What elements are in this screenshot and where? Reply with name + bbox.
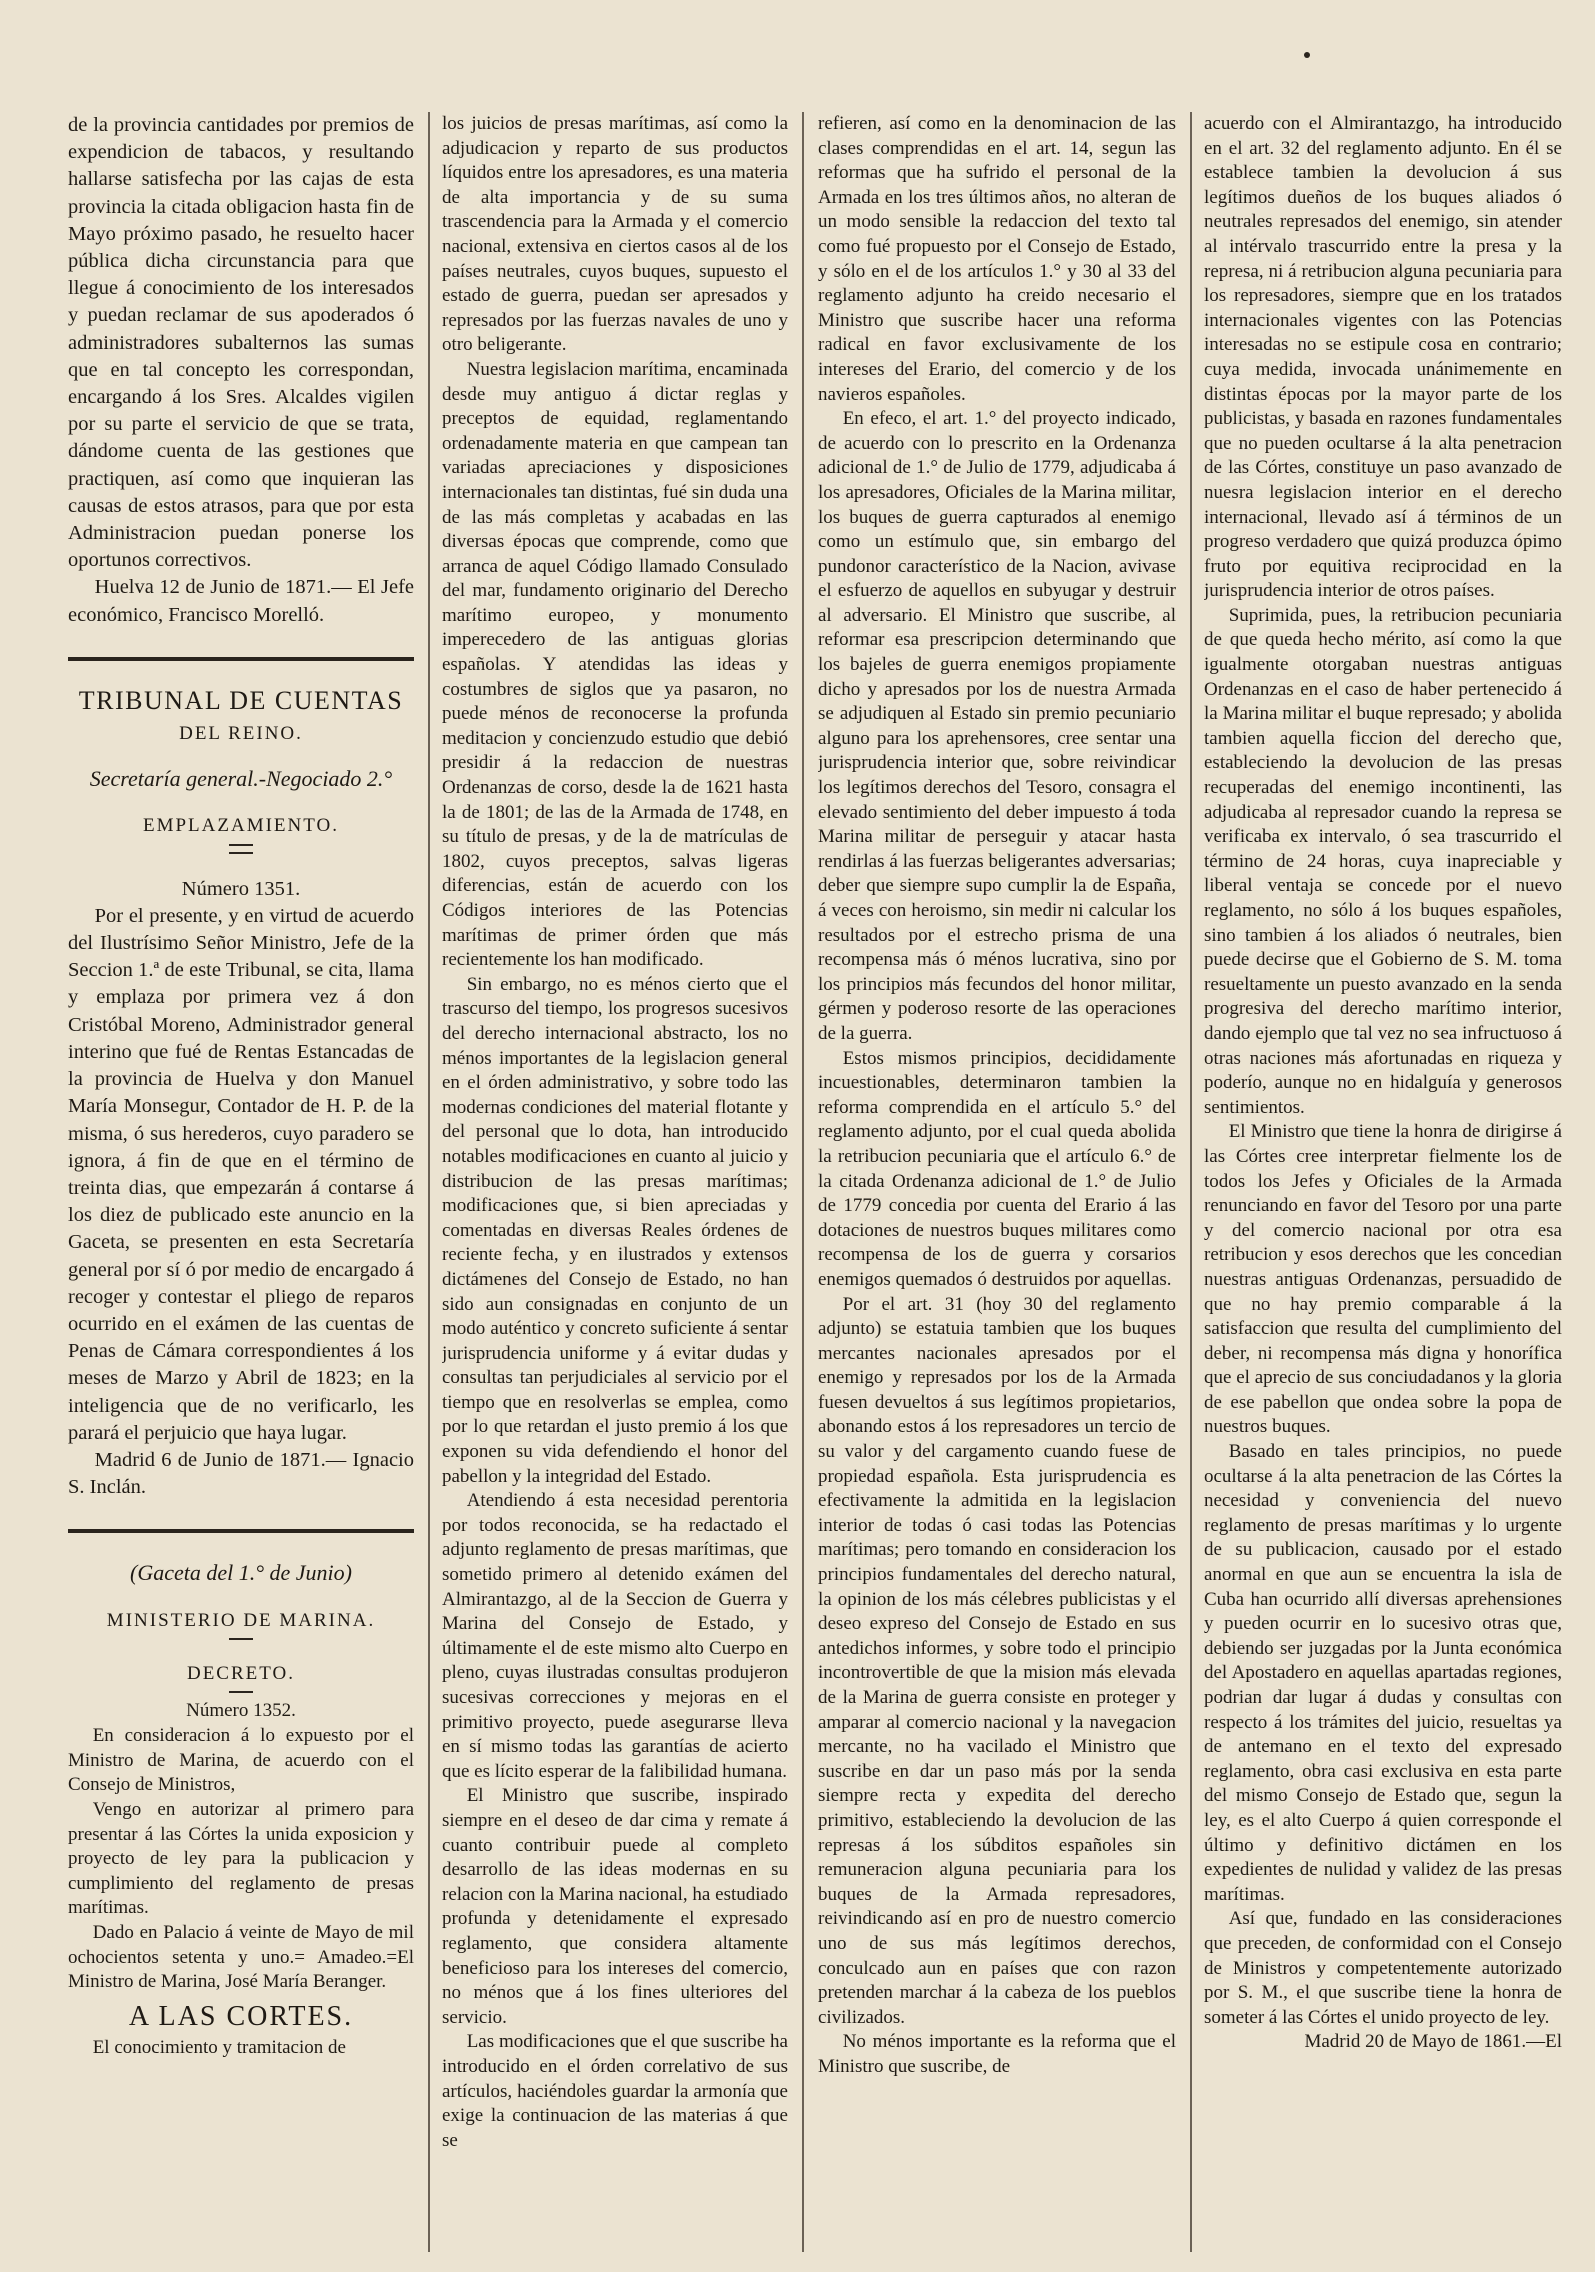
- paragraph: Atendiendo á esta necesidad perentoria por todos reconocida, se ha redactado el adjunto reglamento de presas marítimas, que sometido primero al detenido exámen del Almirantazgo, al de la Seccion de Guerra y Marina del Consejo de Estado, y últimamente el de este mismo alto Cuerpo en pleno, cuyas ilustradas consultas produjeron sucesivas correcciones y mejoras en el primitivo proyecto, puede asegurarse lleva en sí mismo todas las garantías de acierto que es lícito esperar de la falibilidad humana.: [442, 1490, 788, 1782]
- paragraph: El Ministro que tiene la honra de dirigirse á las Córtes cree interpretar fielmente los de todos los Jefes y Oficiales de la Armada renunciando en favor del Tesoro por una parte y del comercio nacional por otra esa retribucion y esos derechos que les concedian nuestras antiguas Ordenanzas, persuadido de que no hay premio comparable á la satisfaccion que resulta del cumplimiento del deber, ni recompensa más digna y honorífica que el aprecio de sus conciudadanos y la gloria de ese pabellon que ondea sobre la popa de nuestros buques.: [1204, 1121, 1562, 1438]
- column-2: [442, 112, 788, 2262]
- section-rule: [68, 657, 414, 661]
- ink-dot: [1304, 52, 1310, 58]
- paragraph: En consideracion á lo expuesto por el Ministro de Marina, de acuerdo con el Consejo de Ministros,: [68, 1725, 414, 1796]
- paragraph: acuerdo con el Almirantazgo, ha introducido en el art. 32 del reglamento adjunto. En él se establece tambien la devolucion á sus legítimos dueños de los buques aliados ó neutrales represados del enemigo, sin atender al intérvalo trascurrido entre la presa y la represa, ni á retribucion alguna pecuniaria para los represadores, siempre que en los tratados internacionales vigentes con las Potencias interesadas no se estipule cosa en contrario; cuya medida, invocada unánimemente en distintas épocas por la mayor parte de los publicistas, y basada en razones fundamentales que no pueden ocultarse á la alta penetracion de las Córtes, constituye un paso avanzado de nuesra legislacion interior en el derecho internacional, llevado así á términos de un progreso verdadero que quizá produzca ópimo fruto por equitiva reciprocidad en la jurisprudencia interior de otros países.: [1204, 113, 1562, 602]
- paragraph: El conocimiento y tramitacion de: [92, 2036, 346, 2058]
- paragraph: los juicios de presas marítimas, así como la adjudicacion y reparto de sus productos líquidos entre los apresadores, es una materia de alta importancia y de su suma trascendencia para la Armada y el comercio nacional, extensiva en ciertos casos al de los países neutrales, cuyos buques, supuesto el estado de guerra, puedan ser apresados y represados por las fuerzas navales de uno y otro beligerante.: [442, 113, 788, 356]
- column-3: [818, 112, 1176, 2262]
- emplazamiento-heading: EMPLAZAMIENTO.: [142, 815, 339, 837]
- paragraph: de la provincia cantidades por premios de expendicion de tabacos, y resultando hallarse satisfecha por las cajas de esta provincia la citada obligacion hasta fin de Mayo próximo pasado, he resuelto hacer pública dicha circunstancia para que llegue á conocimiento de los interesados y puedan reclamar de sus apoderados ó administradores subalternos las sumas que en tal concepto les correspondan, encargando á los Sres. Alcaldes vigilen por su parte el servicio de que se trata, dándome cuenta de las gestiones que practiquen, así como que inquieran las causas de estos atrasos, para que por esta Administracion puedan ponerse los oportunos correctivos.: [68, 114, 414, 572]
- paragraph: Vengo en autorizar al primero para presentar á las Córtes la unida exposicion y proyecto de ley para la publicacion y cumplimiento del reglamento de presas marítimas.: [68, 1798, 414, 1919]
- signature: Huelva 12 de Junio de 1871.— El Jefe económico, Francisco Morelló.: [68, 576, 414, 626]
- paragraph: Por el presente, y en virtud de acuerdo del Ilustrísimo Señor Ministro, Jefe de la Seccion 1.ª de este Tribunal, se cita, llama y emplaza por primera vez á don Cristóbal Moreno, Administrador general interino que fué de Rentas Estancadas de la provincia de Huelva y don Manuel María Monsegur, Contador de H. P. de la misma, ó sus herederos, cuyo paradero se ignora, á fin de que en el término de treinta dias, que empezarán á contarse á los diez de publicado este anuncio en la Gaceta, se presenten en esta Secretaría general por sí ó por medio de encargado á recoger y contestar el pliego de reparos ocurrido en el exámen de las cuentas de Penas de Cámara correspondientes á los meses de Marzo y Abril de 1823; en la inteligencia que de no verificarlo, les parará el perjuicio que haya lugar.: [68, 904, 414, 1444]
- divider: [229, 844, 253, 854]
- column-rule: [428, 112, 430, 2252]
- section-subheading: DEL REINO.: [179, 723, 303, 745]
- paragraph: Por el art. 31 (hoy 30 del reglamento adjunto) se estatuia tambien que los buques mercantes nacionales apresados por el enemigo y represados por los de la Armada fuesen devueltos á sus legítimos propietarios, abonando estos á los represadores un tercio de su valor y del cargamento cuando fuese de propiedad española. Esta jurisprudencia es efectivamente la admitida en la legislacion interior de todas ó casi todas las Potencias marítimas; pero tomando en consideracion los principios fundamentales del derecho natural, la opinion de los más célebres publicistas y el deseo expreso del Consejo de Estado en sus antedichos informes, y sobre todo el principio incontrovertible de que la mision más elevada de la Marina de guerra consiste en proteger y amparar al comercio nacional y la navegacion mercante, no ha vacilado el Ministro que suscribe en dar un paso más por la senda siempre recta y expedita del derecho primitivo, estableciendo la devolucion de las represas á los súbditos españoles sin remuneracion alguna pecuniaria para los buques de la Armada represadores, reivindicando así en pro de nuestro comercio uno de sus más legítimos derechos, conculcado aun en países que con razon pretenden marchar á la cabeza de los pueblos civilizados.: [818, 1293, 1176, 2028]
- secretaria-heading: Secretaría general.-Negociado 2.°: [89, 766, 393, 792]
- column-rule: [1190, 112, 1192, 2252]
- number-label: Número 1352.: [186, 1699, 296, 1721]
- divider: [229, 1638, 253, 1640]
- column-1: [68, 112, 414, 2262]
- divider: [229, 1691, 253, 1693]
- ministerio-heading: MINISTERIO DE MARINA.: [106, 1609, 376, 1631]
- paragraph: Nuestra legislacion marítima, encaminada desde muy antiguo á dictar reglas y preceptos de equidad, reglamentando ordenadamente materia en que campean tan variadas apreciaciones y disposiciones internacionales tan distintas, fué sin duda una de las más completas y acabadas en las diversas épocas que comprende, como que arranca de aquel Código llamado Consulado del mar, fundamento originario del Derecho marítimo europeo, y monumento imperecedero de las antiguas glorias españolas. Y atendidas las ideas y costumbres de siglos que ya pasaron, no puede ménos de reconocerse la profunda meditacion y concienzudo estudio que debió presidir á la redaccion de nuestras Ordenanzas de corso, desde la de 1621 hasta la de 1801; de las de la Armada de 1748, en su título de presas, y de la de matrículas de 1802, cuyos preceptos, salvas ligeras diferencias, están de acuerdo con los Códigos interiores de las Potencias marítimas de primer órden que más recientemente los han modificado.: [442, 358, 788, 971]
- paragraph: Dado en Palacio á veinte de Mayo de mil ochocientos setenta y uno.= Amadeo.=El Ministro de Marina, José María Beranger.: [68, 1921, 414, 1993]
- signature: Madrid 20 de Mayo de 1861.—El: [1304, 2031, 1562, 2053]
- paragraph: En efeco, el art. 1.° del proyecto indicado, de acuerdo con lo prescrito en la Ordenanza adicional de 1.° de Julio de 1779, adjudicaba á los apresadores, Oficiales de la Marina militar, los buques de guerra capturados al enemigo como un estímulo que, sin embargo del pundonor característico de la Nacion, avivase el esfuerzo de aquellos en subyugar y destruir al adversario. El Ministro que suscribe, al reformar esa prescripcion determinando que los bajeles de guerra enemigos propiamente dicho y apresados por los de nuestra Armada se adjudiquen al Estado sin premio pecuniario alguno para los aprehensores, cree sentar una jurisprudencia interior que, sobre reivindicar los legítimos derechos del Tesoro, consagra el elevado sentimiento del deber impuesto á toda Marina militar de perseguir y atacar hasta rendirlas á las fuerzas beligerantes adversarias; deber que siempre supo cumplir la de España, á veces con heroismo, sin medir ni calcular los resultados por el estrecho prisma de una recompensa más ó ménos lucrativa, sino por los principios más fecundos del honor militar, gérmen y poderoso resorte de las operaciones de la guerra.: [818, 408, 1176, 1044]
- signature: Madrid 6 de Junio de 1871.— Ignacio S. Inclán.: [68, 1448, 414, 1499]
- paragraph: Basado en tales principios, no puede ocultarse á la alta penetracion de las Córtes la necesidad y conveniencia del nuevo reglamento de presas marítimas y lo urgente de su publicacion, causado por el estado anormal en que aun se encuentra la isla de Cuba han ocurrido allí diversas aprehensiones y pueden ocurrir en lo sucesivo otras que, debiendo ser juzgadas por la Junta económica del Apostadero en aquellas apartadas regiones, podrian dar lugar á dudas y consultas con respecto á los trámites del juicio, resueltas ya de antemano en el texto del expresado reglamento, obra casi exclusiva en esta parte del mismo Consejo de Estado que, segun la ley, es el alto Cuerpo á quien corresponde el último y definitivo dictámen en los expedientes de nulidad y validez de las presas marítimas.: [1204, 1441, 1562, 1905]
- paragraph: No ménos importante es la reforma que el Ministro que suscribe, de: [818, 2031, 1176, 2077]
- number-label: Número 1351.: [181, 877, 301, 900]
- section-heading-tribunal: TRIBUNAL DE CUENTAS: [78, 685, 404, 715]
- gaceta-heading: (Gaceta del 1.° de Junio): [130, 1560, 352, 1586]
- column-rule: [802, 112, 804, 2252]
- paragraph: refieren, así como en la denominacion de las clases comprendidas en el art. 14, segun las reformas que ha sufrido el personal de la Armada en los tres últimos años, no alteran de un modo sensible la redaccion del texto tal como fué propuesto por el Consejo de Estado, y sólo en el de los artículos 1.° y 30 al 33 del reglamento adjunto ha creido necesario el Ministro que suscribe hacer una reforma radical en favor exclusivamente de los intereses del Erario, del comercio y de los navieros españoles.: [818, 113, 1176, 405]
- paragraph: Así que, fundado en las consideraciones que preceden, de conformidad con el Consejo de Ministros y competentemente autorizado por S. M., el que suscribe tiene la honra de someter á las Córtes el unido proyecto de ley.: [1204, 1908, 1562, 2028]
- paragraph: Suprimida, pues, la retribucion pecuniaria de que queda hecho mérito, así como la que igualmente otorgaban nuestras antiguas Ordenanzas en el caso de haber pertenecido á la Marina militar el buque represado; y abolida tambien aquella ficcion del derecho que, estableciendo la devolucion de las presas recuperadas del enemigo incontinenti, las adjudicaba al represador cuando la represa se verificaba ex intervalo, ó sea trascurrido el término de 24 horas, cuya inapreciable y liberal ventaja se concede por el nuevo reglamento, no sólo á los buques españoles, sino tambien á los aliados ó neutrales, bien puede decirse que el Gobierno de S. M. toma resueltamente un puesto avanzado en la senda progresiva del derecho marítimo interior, dando ejemplo que tal vez no sea infructuoso á otras naciones más afortunadas en riqueza y poderío, aunque no en hidalguía y generosos sentimientos.: [1204, 604, 1562, 1118]
- cortes-heading: A LAS CORTES.: [128, 2000, 354, 2032]
- paragraph: Las modificaciones que el que suscribe ha introducido en el órden correlativo de sus artículos, haciéndoles guardar la armonía que exige la continuacion de las materias á que se: [442, 2031, 788, 2151]
- column-4: [1204, 112, 1562, 2262]
- paragraph: Sin embargo, no es ménos cierto que el trascurso del tiempo, los progresos sucesivos del derecho internacional abstracto, los no ménos importantes de la legislacion general en el órden administrativo, y sobre todo las modernas condiciones del material flotante y del personal que lo dota, han introducido notables modificaciones en cuanto al juicio y distribucion de las presas marítimas; modificaciones que, si bien apreciadas y comentadas en diversas Reales órdenes de reciente fecha, y en ilustrados y extensos dictámenes del Consejo de Estado, no han sido aun consignadas en conjunto de un modo auténtico y concreto suficiente á sentar jurisprudencia uniforme y á evitar dudas y consultas tan perjudiciales al servicio por el tiempo que en resolverlas se emplea, como por lo que retardan el justo premio á los que exponen su vida defendiendo el honor del pabellon y la integridad del Estado.: [442, 973, 788, 1487]
- paragraph: El Ministro que suscribe, inspirado siempre en el deseo de dar cima y remate á cuanto contribuir puede al completo desarrollo de las ideas modernas en su relacion con la Marina nacional, ha estudiado profunda y detenidamente el expresado reglamento, que considera altamente beneficioso para los intereses del comercio, no ménos que á los fines ulteriores del servicio.: [442, 1785, 788, 2028]
- section-rule: [68, 1529, 414, 1533]
- paragraph: Estos mismos principios, decididamente incuestionables, determinaron tambien la reforma comprendida en el artículo 5.° del reglamento adjunto, por el cual queda abolida la retribucion pecuniaria que el artículo 6.° de la citada Ordenanza adicional de 1.° de Julio de 1779 concedia por cuenta del Erario á las dotaciones de nuestros buques militares como recompensa de los de guerra y corsarios enemigos quemados ó destruidos por aquellas.: [818, 1047, 1176, 1290]
- decreto-heading: DECRETO.: [186, 1662, 295, 1684]
